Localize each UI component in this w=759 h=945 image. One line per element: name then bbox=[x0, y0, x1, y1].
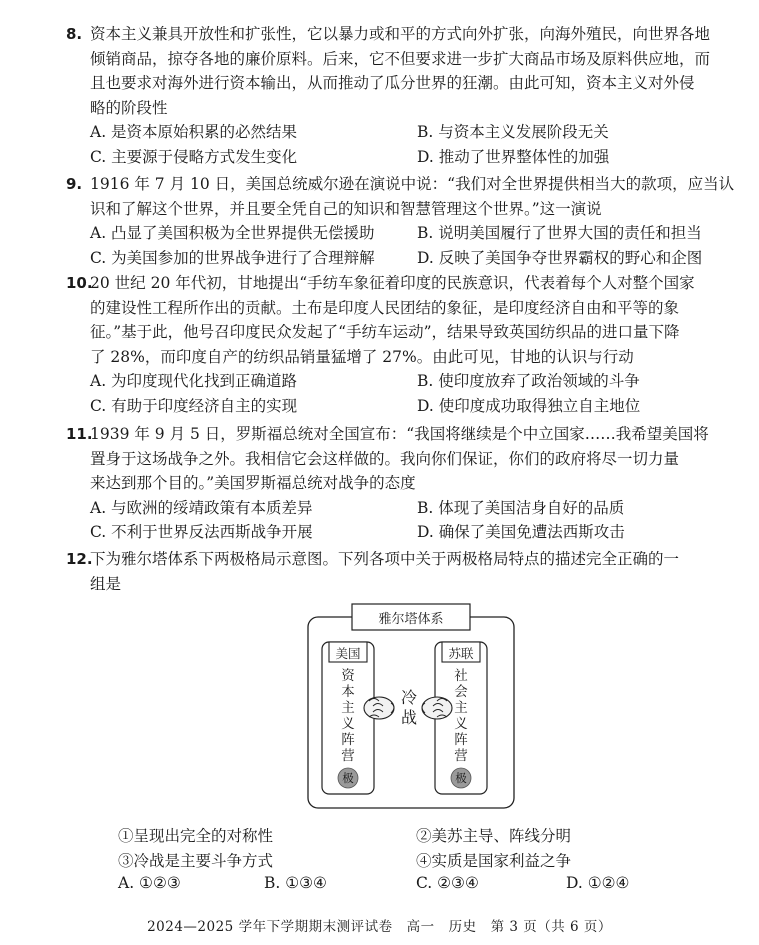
option-a: A. 与欧洲的绥靖政策有本质差异 bbox=[90, 498, 313, 517]
left-pole-label: 极 bbox=[342, 771, 354, 785]
answer-a: A. ①②③ bbox=[118, 874, 181, 892]
question-text-line: 了 28%，而印度自产的纺织品销量猛增了 27%。由此可见，甘地的认识与行动 bbox=[90, 347, 634, 366]
question-text-line: 资本主义兼具开放性和扩张性，它以暴力或和平的方式向外扩张，向海外殖民，向世界各地 bbox=[90, 25, 711, 43]
question-10 bbox=[66, 271, 730, 418]
option-a: A. 凸显了美国积极为全世界提供无偿援助 bbox=[90, 224, 375, 242]
question-text-line: 1916 年 7 月 10 日，美国总统威尔逊在演说中说：“我们对全世界提供相当大的款项，应当认 bbox=[90, 175, 735, 193]
option-d: D. 反映了美国争夺世界霸权的野心和企图 bbox=[417, 248, 703, 267]
right-pole-label: 极 bbox=[455, 771, 467, 785]
option-d: D. 使印度成功取得独立自主地位 bbox=[417, 396, 641, 415]
question-text-line: 且也要求对海外进行资本输出，从而推动了瓜分世界的狂潮。由此可知，资本主义对外侵 bbox=[90, 74, 695, 92]
option-b: B. 体现了美国洁身自好的品质 bbox=[417, 498, 625, 517]
answer-row bbox=[118, 874, 718, 898]
question-text-line: 组是 bbox=[90, 574, 122, 593]
option-a: A. 是资本原始积累的必然结果 bbox=[90, 123, 298, 141]
option-c: C. 主要源于侵略方式发生变化 bbox=[90, 147, 298, 166]
option-b: B. 说明美国履行了世界大国的责任和担当 bbox=[417, 224, 702, 242]
question-12 bbox=[66, 547, 730, 596]
statement-list bbox=[118, 824, 718, 873]
option-d: D. 推动了世界整体性的加强 bbox=[417, 147, 610, 166]
answer-c: C. ②③④ bbox=[416, 874, 479, 892]
page-footer: 2024—2025 学年下学期期末测评试卷 高一 历史 第 3 页（共 6 页） bbox=[147, 919, 612, 935]
answer-b: B. ①③④ bbox=[264, 874, 327, 892]
option-a: A. 为印度现代化找到正确道路 bbox=[90, 372, 298, 390]
question-text-line: 置身于这场战争之外。我相信它会这样做的。我向你们保证，你们的政府将尽一切力量 bbox=[90, 449, 680, 468]
option-b: B. 使印度放弃了政治领域的斗争 bbox=[417, 372, 640, 390]
yalta-bipolar-diagram bbox=[307, 600, 515, 810]
left-camp-text: 资本主义阵营 bbox=[341, 668, 355, 764]
statement-3: ③冷战是主要斗争方式 bbox=[118, 851, 274, 870]
right-camp-text: 社会主义阵营 bbox=[454, 668, 468, 764]
question-text-line: 的建设性工程所作出的贡献。土布是印度人民团结的象征，是印度经济自由和平等的象 bbox=[90, 298, 680, 317]
diagram-title: 雅尔塔体系 bbox=[378, 612, 444, 627]
statement-2: ②美苏主导、阵线分明 bbox=[416, 827, 572, 845]
question-8 bbox=[66, 22, 730, 169]
question-11 bbox=[66, 422, 730, 545]
question-text-line: 征。”基于此，他号召印度民众发起了“手纺车运动”，结果导致英国纺织品的进口量下降 bbox=[90, 323, 680, 341]
question-number: 12. bbox=[66, 550, 93, 568]
answer-d: D. ①②④ bbox=[566, 874, 630, 892]
statement-4: ④实质是国家利益之争 bbox=[416, 851, 572, 870]
question-text-line: 识和了解这个世界，并且要全凭自己的知识和智慧管理这个世界。”这一演说 bbox=[90, 199, 602, 218]
question-9 bbox=[66, 172, 735, 270]
question-text-line: 1939 年 9 月 5 日，罗斯福总统对全国宣布：“我国将继续是个中立国家……我希望美国将 bbox=[90, 425, 709, 443]
option-c: C. 有助于印度经济自主的实现 bbox=[90, 396, 298, 415]
option-c: C. 不利于世界反法西斯战争开展 bbox=[90, 523, 313, 541]
option-b: B. 与资本主义发展阶段无关 bbox=[417, 123, 609, 141]
cold-war-label: 冷战 bbox=[400, 688, 417, 727]
right-label-ussr: 苏联 bbox=[448, 646, 474, 661]
statement-1: ①呈现出完全的对称性 bbox=[118, 827, 274, 845]
question-number: 10. bbox=[66, 274, 93, 292]
left-label-usa: 美国 bbox=[335, 646, 361, 661]
question-text-line: 下为雅尔塔体系下两极格局示意图。下列各项中关于两极格局特点的描述完全正确的一 bbox=[90, 550, 680, 568]
option-d: D. 确保了美国免遭法西斯攻击 bbox=[417, 523, 625, 541]
question-number: 11. bbox=[66, 425, 93, 443]
question-number: 8. bbox=[66, 25, 83, 43]
question-number: 9. bbox=[66, 175, 83, 193]
right-fist-icon bbox=[422, 697, 452, 719]
question-text-line: 略的阶段性 bbox=[90, 98, 168, 117]
question-text-line: 20 世纪 20 年代初，甘地提出“手纺车象征着印度的民族意识，代表着每个人对整个国家 bbox=[90, 274, 695, 292]
option-c: C. 为美国参加的世界战争进行了合理辩解 bbox=[90, 248, 375, 267]
question-text-line: 来达到那个目的。”美国罗斯福总统对战争的态度 bbox=[90, 474, 416, 492]
question-text-line: 倾销商品，掠夺各地的廉价原料。后来，它不但要求进一步扩大商品市场及原料供应地，而 bbox=[90, 49, 711, 68]
left-fist-icon bbox=[364, 697, 394, 719]
